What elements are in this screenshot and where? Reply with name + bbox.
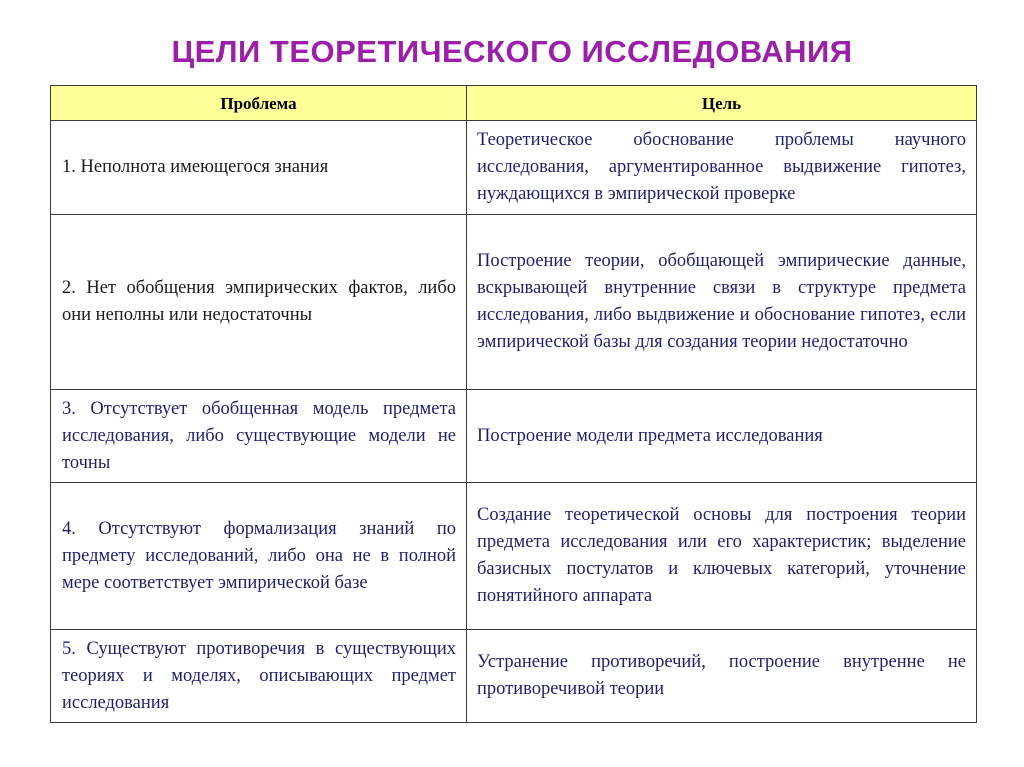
table-row xyxy=(51,630,977,723)
table-header-row xyxy=(51,86,977,121)
problem-cell: 2. Нет обобщения эмпирических фактов, либо они неполны или недостаточны xyxy=(51,215,467,390)
goal-cell: Создание теоретической основы для построения теории предмета исследования или его характеристик; выделение базисных постулатов и ключевых категорий, уточнение понятийного аппарата xyxy=(467,483,977,630)
problem-cell: 4. Отсутствуют формализация знаний по предмету исследований, либо она не в полной мере соответствует эмпирической базе xyxy=(51,483,467,630)
header-goal: Цель xyxy=(467,86,977,121)
goal-cell: Построение теории, обобщающей эмпирические данные, вскрывающей внутренние связи в структуре предмета исследования, либо выдвижение и обоснование гипотез, если эмпирической базы для создания теории недостаточно xyxy=(467,215,977,390)
goal-cell: Устранение противоречий, построение внутренне не противоречивой теории xyxy=(467,630,977,723)
table-row xyxy=(51,390,977,483)
goals-table xyxy=(50,85,977,723)
goal-cell: Теоретическое обоснование проблемы научного исследования, аргументированное выдвижение гипотез, нуждающихся в эмпирической проверке xyxy=(467,121,977,215)
problem-cell: 1. Неполнота имеющегося знания xyxy=(51,121,467,215)
table-row xyxy=(51,483,977,630)
header-problem: Проблема xyxy=(51,86,467,121)
table-row xyxy=(51,215,977,390)
slide-title: ЦЕЛИ ТЕОРЕТИЧЕСКОГО ИССЛЕДОВАНИЯ xyxy=(171,34,853,69)
table-row xyxy=(51,121,977,215)
problem-cell: 5. Существуют противоречия в существующих теориях и моделях, описывающих предмет исследования xyxy=(51,630,467,723)
goal-cell: Построение модели предмета исследования xyxy=(467,390,977,483)
problem-cell: 3. Отсутствует обобщенная модель предмета исследования, либо существующие модели не точны xyxy=(51,390,467,483)
